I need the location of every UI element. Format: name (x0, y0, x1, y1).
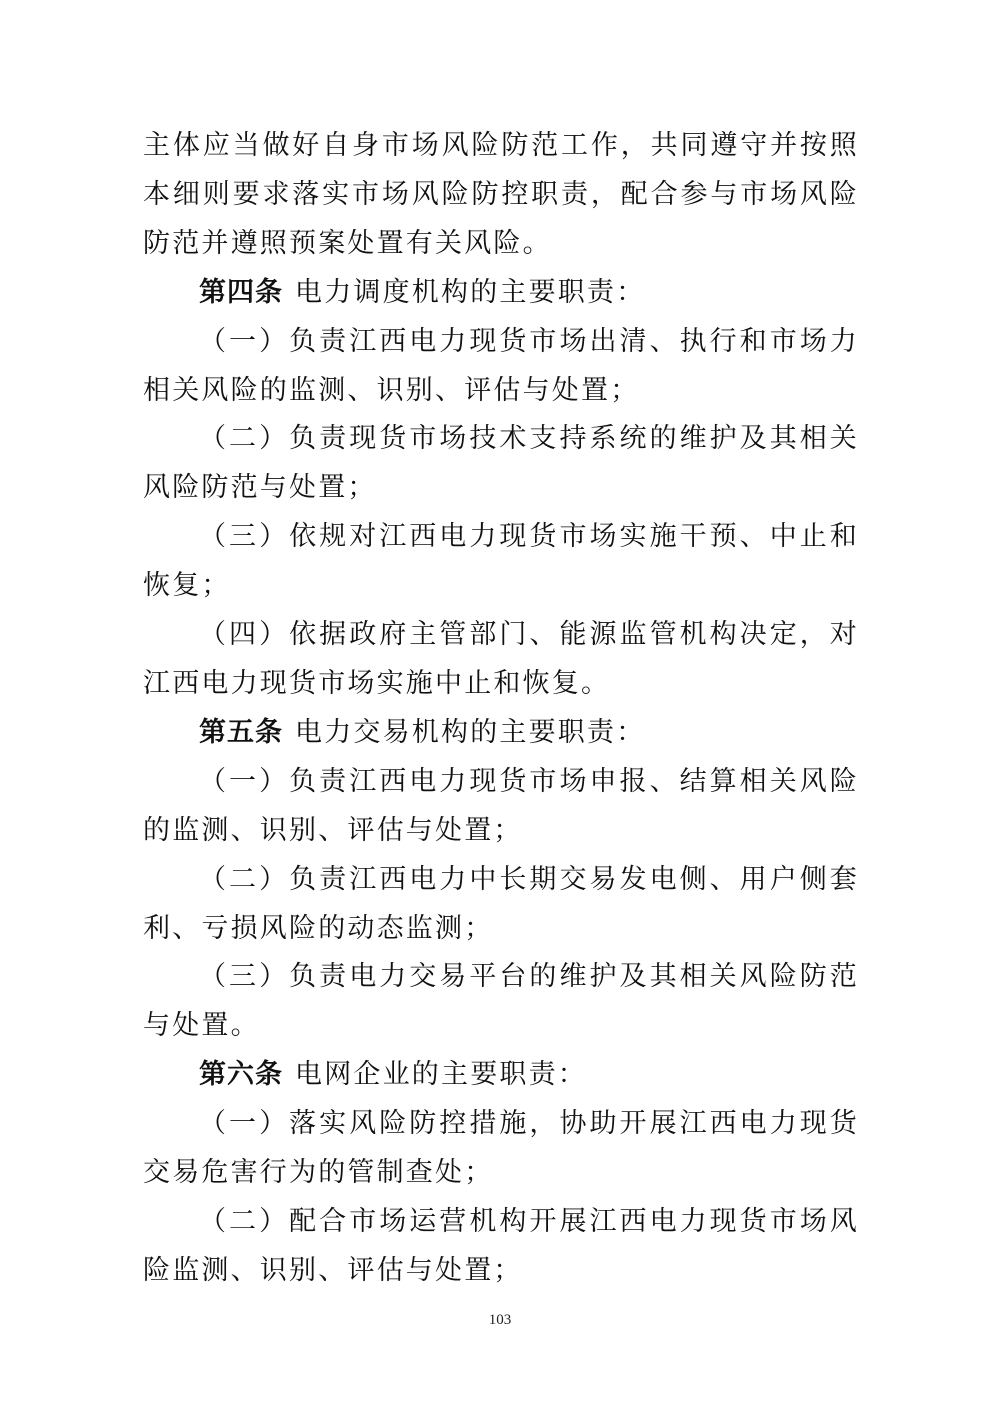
article-5-title: 电力交易机构的主要职责： (295, 716, 646, 748)
article-6-item-1: （一）落实风险防控措施，协助开展江西电力现货交易危害行为的管制查处； (143, 1108, 859, 1189)
article-6-heading (143, 1051, 859, 1100)
article-5-item-1: （一）负责江西电力现货市场申报、结算相关风险的监测、识别、评估与处置； (143, 765, 859, 846)
article-4-title: 电力调度机构的主要职责： (295, 276, 646, 308)
article-5-heading (143, 709, 859, 758)
article-4-item-1: （一）负责江西电力现货市场出清、执行和市场力相关风险的监测、识别、评估与处置； (143, 325, 859, 406)
article-4-heading (143, 269, 859, 318)
article-5-item-3: （三）负责电力交易平台的维护及其相关风险防范与处置。 (143, 961, 859, 1042)
article-6-item-2: （二）配合市场运营机构开展江西电力现货市场风险监测、识别、评估与处置； (143, 1205, 859, 1286)
article-5-item-2: （二）负责江西电力中长期交易发电侧、用户侧套利、亏损风险的动态监测； (143, 863, 859, 944)
paragraph-continuation: 主体应当做好自身市场风险防范工作，共同遵守并按照本细则要求落实市场风险防控职责，配合参与市场风险防范并遵照预案处置有关风险。 (143, 130, 859, 259)
article-4-item-4: （四）依据政府主管部门、能源监管机构决定，对江西电力现货市场实施中止和恢复。 (143, 619, 859, 699)
article-4-item-3: （三）依规对江西电力现货市场实施干预、中止和恢复； (143, 521, 859, 602)
article-6-label: 第六条 (199, 1059, 283, 1091)
article-4-label: 第四条 (199, 276, 283, 308)
article-4-item-2: （二）负责现货市场技术支持系统的维护及其相关风险防范与处置； (143, 423, 859, 504)
page-number: 103 (488, 1312, 512, 1328)
document-body (143, 122, 859, 1296)
article-5-label: 第五条 (199, 716, 283, 748)
article-6-title: 电网企业的主要职责： (295, 1059, 587, 1091)
